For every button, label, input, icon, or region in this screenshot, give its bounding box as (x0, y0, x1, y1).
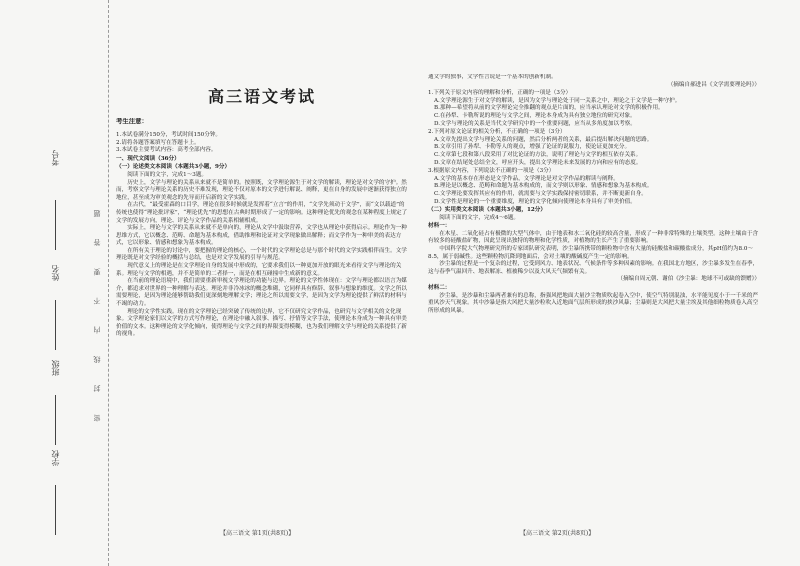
question-option: C.在孙犁、卡勒所说的理论与文学之间，理论本身成为具有独立地位的研究对象。 (434, 112, 636, 119)
question-3: 3.根据原文内容，下列说法不正确的一项是（3分） (428, 168, 555, 175)
exam-number-line (55, 200, 56, 250)
passage-paragraph: 在所有关于理论的讨论中，要把握的理论的核心，一个时代的文学理论总是与那个时代的文学实践相伴而生。文学理论既是对文学经验的概括与总结，也是对文学发展的引导与规范。 (116, 247, 407, 262)
source-citation: （摘编自周元朝、谢伯《沙尘暴：地球不可或缺的馈赠》） (617, 276, 760, 283)
section-heading: 一、现代文阅读（36分） (116, 155, 180, 162)
continued-text: 通文学的独事，文学性言说是一个基本的创新机制。 (428, 74, 557, 80)
question-option: B.理论是以概念、范畴和命题为基本构成的，而文学则以形象、情感和想象为基本构成。 (434, 183, 653, 190)
question-option: B.那种—希望将从前的文学理论完全推翻的观点是片面的，应当承认理论对文学的积极作用。 (434, 105, 664, 112)
question-2: 2.下列对原文论证的相关分析，不正确的一项是（3分） (428, 129, 566, 136)
question-option: D.文章在结尾处总结全文，呼应开头，提出文学理论未来发展的方向和应有的态度。 (434, 159, 642, 166)
binding-margin (0, 0, 109, 566)
question-option: A.文学理论源生于对文学的解读，是因为文学与理论处于同一关系之中，理论之于文学是一种守护。 (434, 97, 681, 104)
notice-item: 1.本试卷满分150分，考试时间150分钟。 (116, 131, 222, 138)
school-label: 学校 (51, 450, 60, 466)
subsection-heading: （一）论述类文本阅读（本题共3小题，9分） (116, 164, 231, 171)
material-heading: 材料一： (428, 223, 451, 230)
passage-paragraph: 在当前的理论语境中，我们需要重新审视文学理论的功能与边界。理论的文学性体现在：文学与理论都以语言为媒介，都追求对世界的一种理解与表达。理论并非冷冰冰的概念堆砌，它同样具有修辞、叙事与想象的维度。文学之所以需要理论，是因为理论能够帮助我们更深刻地理解文学；理论之所以需要文学，是因为文学为理论提供了鲜活的材料与不竭的动力。 (116, 278, 407, 308)
passage-paragraph: 现代意义上的理论是在文学理论自身的发展中形成的，它要求我们以一种更加开放的眼光来看待文学与理论的关系。理论与文学的相遇，并不是简单的二者择一，而是在相互碰撞中生成新的意义。 (116, 263, 402, 277)
page-title: 高三语文考试 (207, 87, 316, 106)
question-option: D.文学性是理论的一个重要维度，理论的文学化倾向使理论本身具有了审美价值。 (434, 198, 636, 205)
seal-line-notice: 密 封 线 内 不 要 答 题 (93, 200, 101, 422)
question-option: D.文学与理论的关系是当代文学研究中的一个重要问题，应当从多角度加以考察。 (434, 120, 636, 127)
instruction-text: 阅读下面的文字，完成1～3题。 (127, 171, 208, 178)
question-option: C.文学理论要发挥其应有的作用，就需要与文学实践保持密切联系，并不断更新自身。 (434, 190, 647, 197)
notice-title: 考生注意： (116, 118, 148, 125)
material-paragraph: 在木星、二氧化硅占有极微的大型气体中，由于地表和水二氧化硅的较高含量，形成了一种非常特殊的土壤类型。这种土壤由于含有较多的硅酸盐矿物，因此呈现出独特的物理和化学性质，对植物的生长产生了重要影响。 (428, 230, 759, 245)
subsection-heading: （二）实用类文本阅读（本题共3小题，12分） (428, 207, 546, 214)
class-line (55, 395, 56, 445)
page2-column (428, 74, 760, 524)
page1-column (116, 118, 408, 523)
name-label: 姓名 (51, 265, 60, 281)
passage-paragraph: 实际上，理论与文学的关系从来就不是单向的，理论从文学中汲取营养，文学也从理论中获得启示。理论作为一种思维方式，它以概念、范畴、命题为基本构成，借助推理和论证对文学现象做出解释；而文学作为一种审美的表达方式，它以形象、情感和想象为基本构成。 (116, 225, 407, 247)
passage-paragraph: 在古代，“最受霍森的口目学，理论在很多时候就是发挥着“立言”的作用，“文学先须动于文学”，而“文以载道”的传统也使得“理论批评家”，“理论优先”的思想在古典时期形成了一定的影响。这种理论优先的观念在某种程度上规定了文学的发展方向，理论、评论与文学作品的关系相辅相成。 (116, 202, 408, 224)
question-option: B.文章引用了孙犁、卡勒等人的观点，增强了论证的说服力，使论证更加充分。 (434, 144, 631, 151)
school-line (55, 485, 56, 535)
instruction-text: 阅读下面的文字，完成4～6题。 (439, 214, 520, 221)
exam-number-label: 考号 (51, 150, 60, 166)
material-paragraph: 中国科学院大气物理研究所的专家团队研究表明，沙尘暴所携带的颗粒物中含有大量的硅酸盐和碳酸盐成分，其pH值约为8.0～8.5，属于弱碱性。这些颗粒物沉降到地面后，会对土壤的酸碱度产生一定的影响。 (428, 246, 754, 260)
question-1: 1.下列关于原文内容的理解和分析，正确的一项是（3分） (428, 90, 572, 97)
name-line (55, 300, 56, 350)
passage-paragraph: 历史上，文学与理论的关系从来就不是简单的。按照既，文学理论源生于对文学的解读，理论是对文学的守护。然而，考察文学与理论关系的历史不难发现，理论不仅对原本的文学进行解说、阐释，更在自身的发展中逐渐获得独立的地位，甚至成为审美观念的先导而开启新的文学实践。 (116, 179, 407, 201)
source-citation: （摘编自郝进昌《文学需要理论吗》） (667, 81, 760, 88)
page1-footer: 【高三语文 第1页(共8页)】 (220, 530, 295, 537)
passage-paragraph: 理论的文学性实践。现在的文学理论已经突破了传统的边界，它不仅研究文学作品，也研究与文学相关的文化现象。文学理论家们以文学的方式写作理论，在理论中融入叙事、描写、抒情等文学手法，使理论本身成为一种具有审美价值的文本。这种理论的文学化倾向，使得理论与文学之间的界限变得模糊，也为我们理解文学与理论的关系提供了新的视角。 (116, 308, 407, 338)
question-option: C.文章第七段和第八段采用了对比论证的方法，说明了理论与文学的相互依存关系。 (434, 151, 642, 158)
question-option: A.文章先提出文学与理论关系的问题，然后分析两者的关系，最后提出解决问题的思路。 (434, 136, 653, 143)
notice-item: 2.请将各题答案填写在答题卡上。 (116, 139, 200, 146)
notice-item: 3.本试卷主要考试内容：高考全部内容。 (116, 147, 217, 154)
material-heading: 材料二： (428, 285, 451, 292)
page2-footer: 【高三语文 第2页(共8页)】 (520, 530, 595, 537)
class-label: 班级 (51, 360, 60, 376)
material-paragraph: 沙尘暴的过程是一个复杂的过程，它受到风力、地表状况、气候条件等多种因素的影响。在我国北方地区，沙尘暴多发生在春季，这与春季气温回升、地表解冻、植被稀少以及大风天气频繁有关。 (428, 261, 759, 275)
material-paragraph: 沙尘暴，是沙暴和尘暴两者兼有的总称，指强风把地面大量沙尘物质吹起卷入空中，使空气特别混浊，水平能见度小于一千米的严重风沙天气现象。其中沙暴是指大风把大量沙粒吹入近地面气层所形成的挟沙风暴；尘暴则是大风把大量尘埃及其他细粒物质卷入高空所形成的风暴。 (428, 292, 759, 314)
question-option: A.文学的基本存在形态是文学作品，文学理论是对文学作品的解读与阐释。 (434, 175, 619, 182)
